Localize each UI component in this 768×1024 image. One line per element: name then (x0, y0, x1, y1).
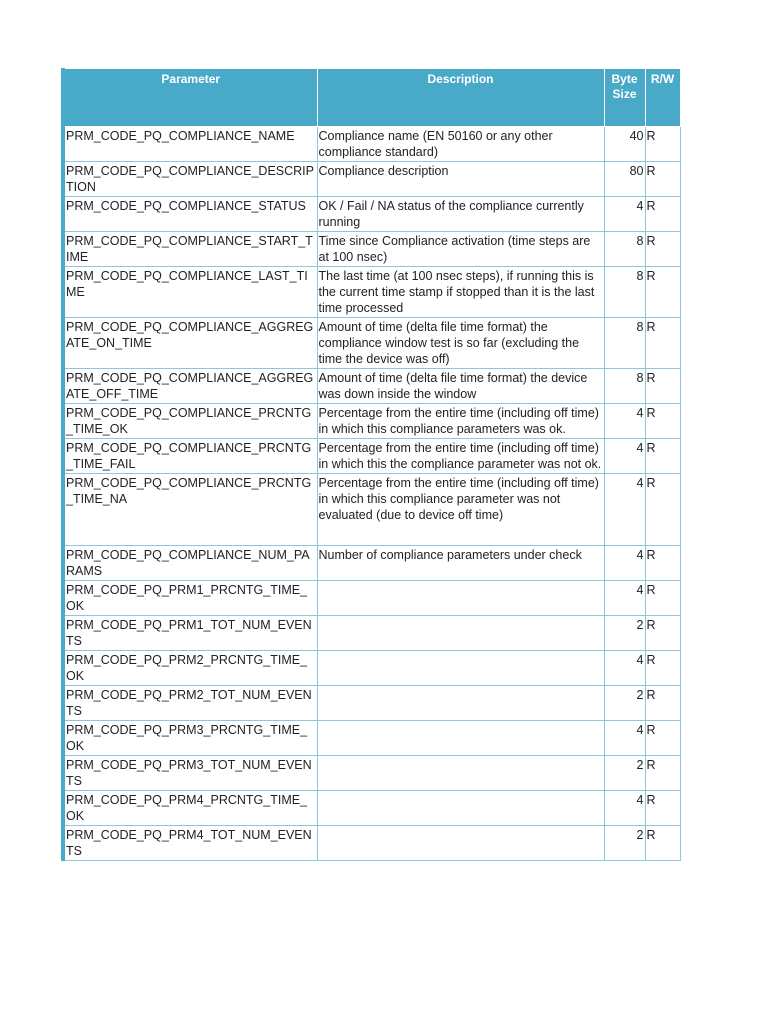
cell-description: The last time (at 100 nsec steps), if running this is the current time stamp if stopped than it is the last time processed (317, 267, 604, 318)
cell-byte-size: 2 (604, 756, 645, 791)
parameter-table (61, 68, 681, 861)
cell-parameter: PRM_CODE_PQ_COMPLIANCE_START_TIME (63, 232, 317, 267)
table-row (63, 826, 680, 861)
table-row (63, 127, 680, 162)
table-header-row (63, 69, 680, 127)
table-row (63, 616, 680, 651)
cell-byte-size: 80 (604, 162, 645, 197)
cell-rw: R (645, 318, 680, 369)
table-row (63, 651, 680, 686)
cell-parameter: PRM_CODE_PQ_COMPLIANCE_NUM_PARAMS (63, 546, 317, 581)
cell-rw: R (645, 791, 680, 826)
cell-rw: R (645, 616, 680, 651)
cell-description (317, 721, 604, 756)
table-row (63, 162, 680, 197)
cell-rw: R (645, 267, 680, 318)
cell-rw: R (645, 721, 680, 756)
cell-description (317, 686, 604, 721)
cell-byte-size: 2 (604, 686, 645, 721)
cell-description (317, 616, 604, 651)
table-row (63, 791, 680, 826)
cell-byte-size: 8 (604, 318, 645, 369)
cell-parameter: PRM_CODE_PQ_COMPLIANCE_AGGREGATE_OFF_TIME (63, 369, 317, 404)
cell-rw: R (645, 232, 680, 267)
cell-byte-size: 4 (604, 581, 645, 616)
cell-description: Compliance name (EN 50160 or any other compliance standard) (317, 127, 604, 162)
cell-parameter: PRM_CODE_PQ_PRM2_PRCNTG_TIME_OK (63, 651, 317, 686)
cell-rw: R (645, 826, 680, 861)
cell-description (317, 791, 604, 826)
cell-description: OK / Fail / NA status of the compliance currently running (317, 197, 604, 232)
cell-byte-size: 4 (604, 404, 645, 439)
cell-rw: R (645, 369, 680, 404)
cell-byte-size: 4 (604, 439, 645, 474)
cell-parameter: PRM_CODE_PQ_PRM3_PRCNTG_TIME_OK (63, 721, 317, 756)
cell-parameter: PRM_CODE_PQ_COMPLIANCE_PRCNTG_TIME_NA (63, 474, 317, 546)
cell-description: Amount of time (delta file time format) the device was down inside the window (317, 369, 604, 404)
cell-description (317, 756, 604, 791)
cell-rw: R (645, 686, 680, 721)
cell-rw: R (645, 756, 680, 791)
table-row (63, 756, 680, 791)
cell-rw: R (645, 127, 680, 162)
cell-rw: R (645, 546, 680, 581)
cell-rw: R (645, 162, 680, 197)
table-row (63, 581, 680, 616)
cell-byte-size: 8 (604, 232, 645, 267)
table-row (63, 546, 680, 581)
cell-rw: R (645, 474, 680, 546)
table-row (63, 686, 680, 721)
cell-parameter: PRM_CODE_PQ_COMPLIANCE_PRCNTG_TIME_FAIL (63, 439, 317, 474)
header-byte-size: Byte Size (604, 69, 645, 127)
table-row (63, 439, 680, 474)
cell-rw: R (645, 197, 680, 232)
cell-rw: R (645, 439, 680, 474)
table-row (63, 197, 680, 232)
cell-rw: R (645, 404, 680, 439)
cell-description: Number of compliance parameters under check (317, 546, 604, 581)
table-row (63, 318, 680, 369)
table-row (63, 474, 680, 546)
cell-parameter: PRM_CODE_PQ_PRM4_PRCNTG_TIME_OK (63, 791, 317, 826)
cell-description: Compliance description (317, 162, 604, 197)
cell-byte-size: 8 (604, 369, 645, 404)
cell-byte-size: 4 (604, 197, 645, 232)
table-row (63, 404, 680, 439)
cell-description: Amount of time (delta file time format) the compliance window test is so far (excluding the time the device was off) (317, 318, 604, 369)
cell-byte-size: 4 (604, 474, 645, 546)
cell-description: Percentage from the entire time (including off time) in which this the compliance parameter was not ok. (317, 439, 604, 474)
cell-byte-size: 40 (604, 127, 645, 162)
cell-description: Time since Compliance activation (time steps are at 100 nsec) (317, 232, 604, 267)
cell-byte-size: 4 (604, 791, 645, 826)
cell-parameter: PRM_CODE_PQ_PRM3_TOT_NUM_EVENTS (63, 756, 317, 791)
cell-byte-size: 8 (604, 267, 645, 318)
cell-parameter: PRM_CODE_PQ_COMPLIANCE_PRCNTG_TIME_OK (63, 404, 317, 439)
cell-parameter: PRM_CODE_PQ_PRM4_TOT_NUM_EVENTS (63, 826, 317, 861)
table-row (63, 232, 680, 267)
header-rw: R/W (645, 69, 680, 127)
cell-parameter: PRM_CODE_PQ_PRM1_TOT_NUM_EVENTS (63, 616, 317, 651)
cell-parameter: PRM_CODE_PQ_COMPLIANCE_NAME (63, 127, 317, 162)
cell-byte-size: 4 (604, 651, 645, 686)
cell-description (317, 651, 604, 686)
cell-byte-size: 2 (604, 826, 645, 861)
cell-parameter: PRM_CODE_PQ_PRM1_PRCNTG_TIME_OK (63, 581, 317, 616)
cell-byte-size: 2 (604, 616, 645, 651)
table-row (63, 721, 680, 756)
table-row (63, 267, 680, 318)
cell-description: Percentage from the entire time (including off time) in which this compliance parameter was not evaluated (due to device off time) (317, 474, 604, 546)
table-row (63, 369, 680, 404)
cell-description (317, 826, 604, 861)
cell-parameter: PRM_CODE_PQ_COMPLIANCE_LAST_TIME (63, 267, 317, 318)
header-parameter: Parameter (63, 69, 317, 127)
cell-parameter: PRM_CODE_PQ_COMPLIANCE_DESCRIPTION (63, 162, 317, 197)
header-description: Description (317, 69, 604, 127)
cell-byte-size: 4 (604, 721, 645, 756)
cell-parameter: PRM_CODE_PQ_PRM2_TOT_NUM_EVENTS (63, 686, 317, 721)
cell-rw: R (645, 651, 680, 686)
cell-description: Percentage from the entire time (including off time) in which this compliance parameters was ok. (317, 404, 604, 439)
cell-parameter: PRM_CODE_PQ_COMPLIANCE_AGGREGATE_ON_TIME (63, 318, 317, 369)
cell-parameter: PRM_CODE_PQ_COMPLIANCE_STATUS (63, 197, 317, 232)
cell-byte-size: 4 (604, 546, 645, 581)
cell-description (317, 581, 604, 616)
table-body (63, 127, 680, 861)
cell-rw: R (645, 581, 680, 616)
